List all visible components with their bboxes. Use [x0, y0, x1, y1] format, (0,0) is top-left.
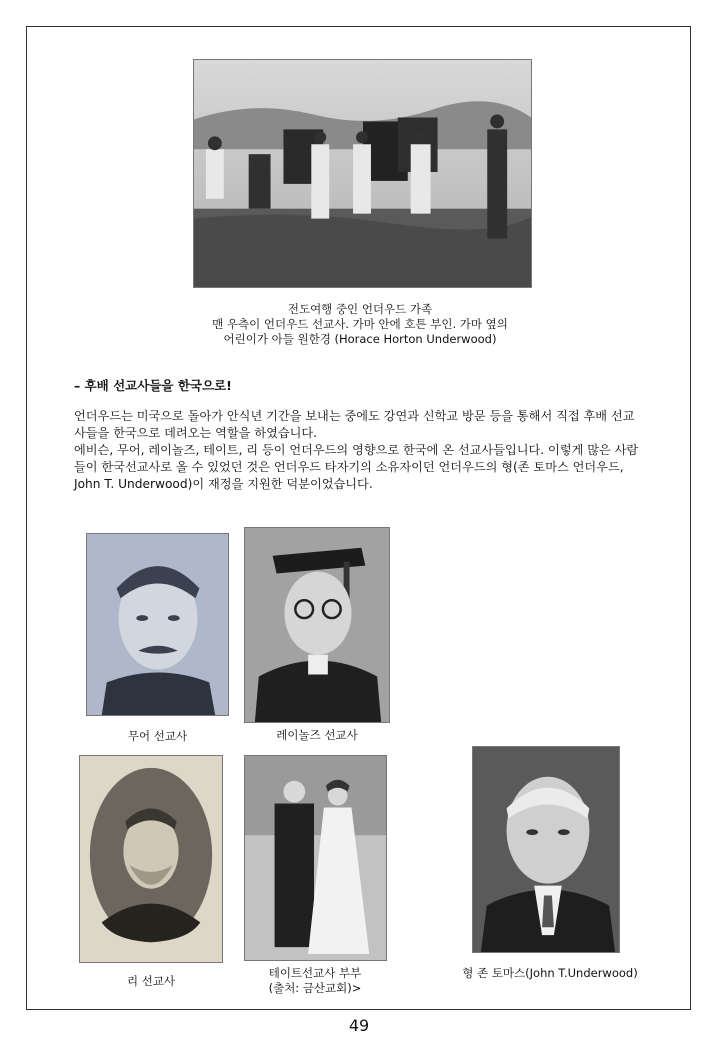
paragraph: 에비슨, 무어, 레이놀즈, 테이트, 리 등이 언더우드의 영향으로 한국에 온 선교사들입니다. 이렇게 많은 사람들이 한국선교사로 올 수 있었던 것은 언더우드 타자기의 소유자이던 언더우드의 형(존 토마스 언더우드, John T. Underwood)이 재정을 지원한 덕분이었습니다.: [74, 443, 639, 491]
section-body: [74, 408, 644, 493]
caption-line: 전도여행 중인 언더우드 가족: [287, 302, 433, 316]
page-number: 49: [348, 1016, 370, 1035]
reynolds-caption: 레이놀즈 선교사: [276, 728, 358, 742]
john-caption: 형 존 토마스(John T.Underwood): [462, 966, 638, 980]
lee-caption: 리 선교사: [126, 974, 176, 988]
lee-portrait: [79, 755, 223, 963]
tate-caption-line2: (출처: 금산교회)>: [268, 981, 362, 995]
paragraph: 언더우드는 미국으로 돌아가 안식년 기간을 보내는 중에도 강연과 신학교 방문 등을 통해서 직접 후배 선교사들을 한국으로 데려오는 역할을 하였습니다.: [74, 409, 635, 440]
moore-caption: 무어 선교사: [127, 729, 188, 743]
reynolds-portrait: [244, 527, 390, 723]
caption-line: 어린이가 아들 원한경 (Horace Horton Underwood): [223, 332, 497, 346]
tate-caption-line1: 테이트선교사 부부: [268, 966, 362, 980]
moore-portrait: [86, 533, 229, 716]
top-photo-caption: [150, 302, 570, 347]
caption-line: 맨 우측이 언더우드 선교사. 가마 안에 호튼 부인. 가마 옆의: [212, 317, 508, 331]
tate-caption: [230, 966, 400, 996]
john-thomas-underwood-portrait: [472, 746, 620, 953]
tate-couple-photo: [244, 755, 387, 961]
missionary-trip-photo: [193, 59, 532, 288]
section-heading: – 후배 선교사들을 한국으로!: [74, 378, 232, 393]
